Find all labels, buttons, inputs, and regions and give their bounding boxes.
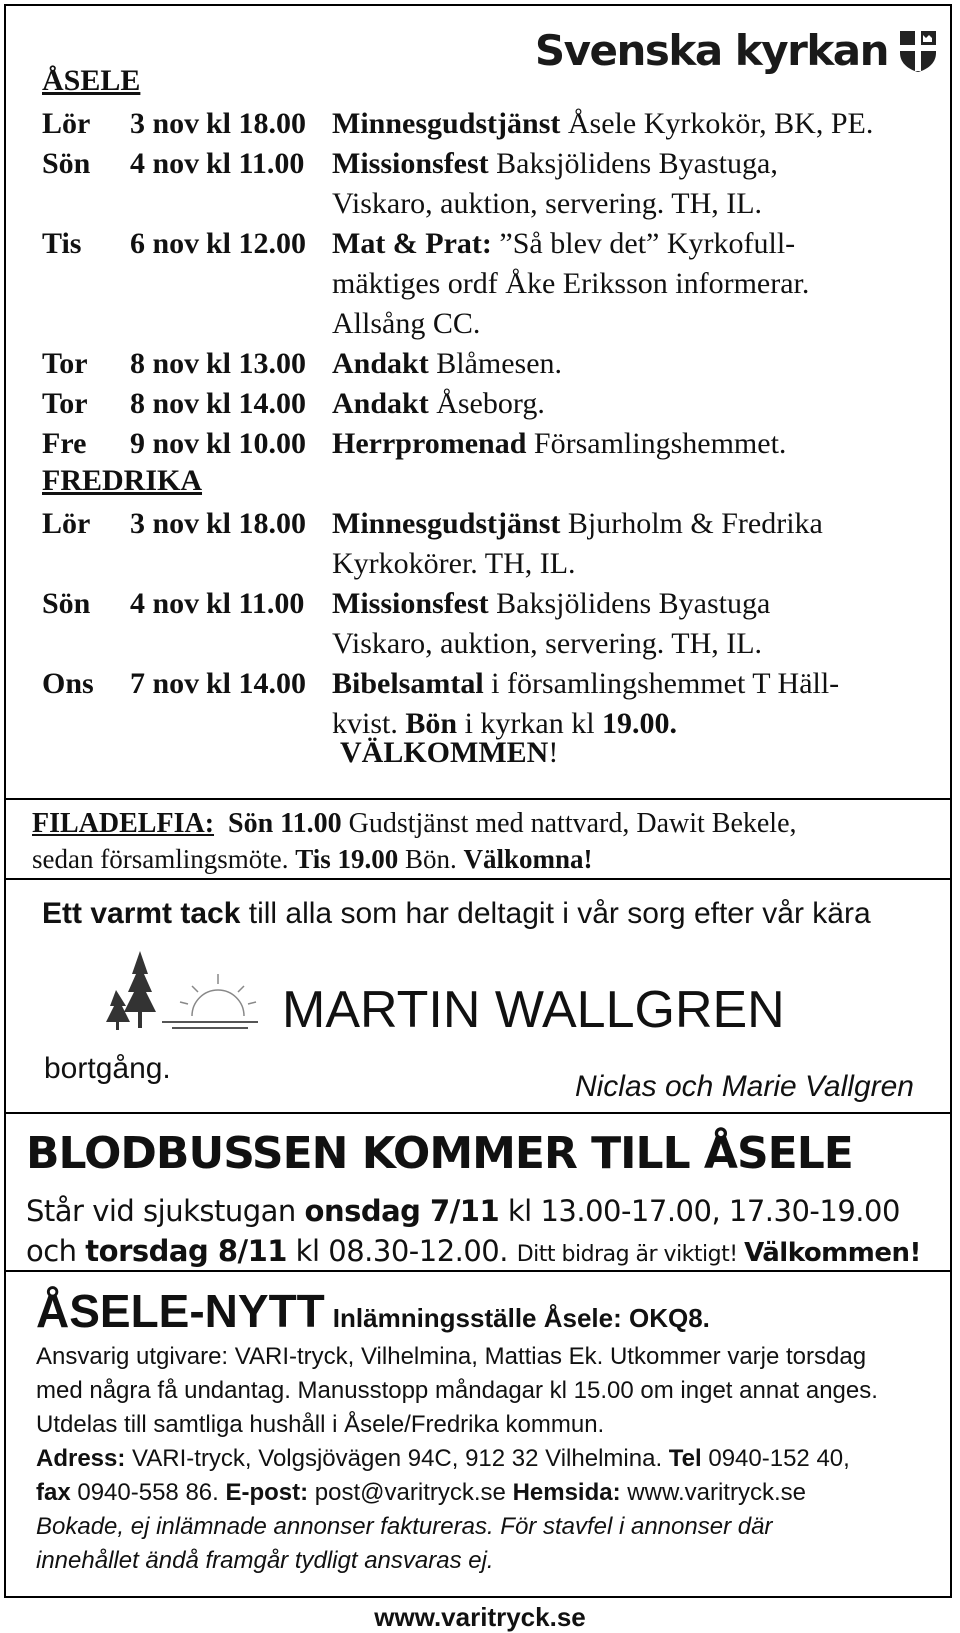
note-line: innehållet ändå framgår tydligt ansvaras ej. (36, 1547, 494, 1574)
event-details: Åsele Kyrkokör, BK, PE. (560, 107, 874, 140)
note-line: Bokade, ej inlämnade annonser faktureras. För stavfel i annonser där (36, 1513, 773, 1540)
event-day: Lör (42, 507, 91, 540)
event-date: 3 nov (130, 507, 200, 540)
event-day: Ons (42, 667, 94, 700)
footer-url[interactable]: www.varitryck.se (374, 1602, 586, 1632)
event-date: 8 nov (130, 387, 200, 420)
hemsida-value[interactable]: www.varitryck.se (620, 1479, 806, 1506)
logo-text: Svenska kyrkan (534, 26, 888, 75)
event-title: Mat & Prat: (332, 227, 492, 260)
epost-label: E-post: (225, 1479, 309, 1506)
filadelfia-bon: Bön. (398, 844, 464, 874)
filadelfia-text-1: Gudstjänst med nattvard, Dawit Bekele, (341, 808, 797, 839)
event-title: Bibelsamtal (332, 667, 484, 700)
event-details: Baksjölidens Byastuga Viskaro, auktion, servering. TH, IL. (332, 587, 771, 660)
event-time: kl 18.00 (206, 507, 307, 540)
event-day: Tor (42, 347, 88, 380)
filadelfia-valkomna: Välkomna! (463, 844, 593, 874)
prayer-details: i kyrkan kl (457, 707, 603, 740)
event-date: 8 nov (130, 347, 200, 380)
tel-label: Tel (668, 1445, 702, 1472)
filadelfia-line-1 (32, 808, 797, 840)
info-line: med några få undantag. Manusstopp måndagar kl 15.00 om inget annat anges. (36, 1377, 878, 1404)
event-title: Andakt (332, 387, 429, 420)
event-time: kl 18.00 (206, 107, 307, 140)
hemsida-label: Hemsida: (512, 1479, 621, 1506)
event-day: Lör (42, 107, 91, 140)
fax-label: fax (36, 1479, 71, 1506)
asele-nytt-title: ÅSELE-NYTT (36, 1285, 325, 1337)
event-date: 6 nov (130, 227, 200, 260)
event-time: kl 14.00 (206, 667, 307, 700)
filadelfia-tis: Tis 19.00 (295, 844, 399, 874)
event-details: Blåmesen. (428, 347, 563, 380)
filadelfia-section (4, 798, 952, 880)
info-line: Utdelas till samtliga hushåll i Åsele/Fredrika kommun. (36, 1411, 605, 1438)
event-details: i församlingshemmet T Häll-kvist. (332, 667, 840, 740)
event-title: Minnesgudstjänst (332, 107, 561, 140)
event-details: Åseborg. (428, 387, 545, 420)
l1-text: Står vid sjukstugan (26, 1194, 305, 1228)
epost-value[interactable]: post@varitryck.se (308, 1479, 513, 1506)
l1-time: kl 13.00-17.00, 17.30-19.00 (499, 1194, 900, 1228)
event-time: kl 14.00 (206, 387, 307, 420)
tel-value: 0940-152 40, (701, 1445, 850, 1472)
l2-text: och (26, 1234, 86, 1268)
fredrika-heading: FREDRIKA (42, 464, 203, 497)
filadelfia-line-2 (32, 844, 593, 875)
blodbussen-line-1 (26, 1194, 900, 1228)
asele-nytt-header (36, 1284, 710, 1338)
prayer-label: Bön (397, 707, 458, 740)
svenska-kyrkan-logo (535, 26, 938, 75)
signature: Niclas och Marie Vallgren (574, 1070, 914, 1103)
l2-note: Ditt bidrag är viktigt! (516, 1242, 745, 1267)
event-time: kl 12.00 (206, 227, 307, 260)
trees-sunset-icon (102, 946, 262, 1036)
l1-day: onsdag 7/11 (304, 1194, 500, 1228)
l2-day: torsdag 8/11 (85, 1234, 287, 1268)
welcome-mark: ! (548, 736, 559, 769)
event-details: Baksjölidens Byastuga, Viskaro, auktion, servering. TH, IL. (332, 147, 778, 220)
filadelfia-day: Sön 11.00 (228, 808, 342, 839)
thanks-notice (4, 878, 952, 1114)
event-details: Bjurholm & Fredrika Kyrkokörer. TH, IL. (332, 507, 823, 580)
thanks-bold: Ett varmt tack (42, 897, 241, 930)
welcome-word: VÄLKOMMEN (340, 736, 549, 769)
prayer-time: 19.00. (602, 707, 678, 740)
bortgang-text: bortgång. (44, 1052, 171, 1085)
event-date: 3 nov (130, 107, 200, 140)
event-time: kl 10.00 (206, 427, 307, 460)
l2-welcome: Välkommen! (744, 1238, 921, 1268)
event-date: 4 nov (130, 147, 200, 180)
event-day: Tis (42, 227, 82, 260)
event-title: Missionsfest (332, 147, 489, 180)
event-time: kl 13.00 (206, 347, 307, 380)
thanks-text (42, 894, 922, 934)
event-date: 7 nov (130, 667, 200, 700)
event-day: Sön (42, 587, 91, 620)
info-line: Ansvarig utgivare: VARI-tryck, Vilhelmina, Mattias Ek. Utkommer varje torsdag (36, 1343, 867, 1370)
event-date: 4 nov (130, 587, 200, 620)
event-day: Fre (42, 427, 87, 460)
event-day: Tor (42, 387, 88, 420)
blodbussen-ad (4, 1112, 952, 1272)
event-details: ”Så blev det” Kyrkofull-mäktiges ordf Åke Eriksson informerar. Allsång CC. (332, 227, 810, 340)
asele-heading: ÅSELE (42, 64, 141, 97)
asele-nytt-subtitle: Inlämningsställe Åsele: OKQ8. (332, 1303, 710, 1333)
asele-nytt-info (4, 1270, 952, 1598)
filadelfia-text-2: sedan församlingsmöte. (32, 844, 296, 874)
event-details: Församlingshemmet. (526, 427, 787, 460)
event-title: Herrpromenad (332, 427, 527, 460)
asele-nytt-text (36, 1340, 936, 1578)
event-title: Andakt (332, 347, 429, 380)
adress-label: Adress: (36, 1445, 126, 1472)
welcome-text (340, 736, 558, 770)
fax-value: 0940-558 86. (70, 1479, 226, 1506)
address-line (36, 1442, 936, 1476)
event-title: Missionsfest (332, 587, 489, 620)
church-shield-icon (898, 29, 938, 73)
deceased-name: MARTIN WALLGREN (282, 981, 785, 1039)
l2-time: kl 08.30-12.00. (286, 1234, 517, 1268)
blodbussen-heading: BLODBUSSEN KOMMER TILL ÅSELE (26, 1128, 853, 1179)
church-section (4, 4, 952, 800)
adress-value: VARI-tryck, Volgsjövägen 94C, 912 32 Vilhelmina. (125, 1445, 669, 1472)
thanks-rest: till alla som har deltagit i vår sorg efter vår kära (240, 897, 871, 930)
event-time: kl 11.00 (206, 147, 305, 180)
filadelfia-title: FILADELFIA: (32, 808, 215, 839)
event-title: Minnesgudstjänst (332, 507, 561, 540)
blodbussen-line-2 (26, 1234, 921, 1268)
contact-line (36, 1476, 936, 1510)
event-date: 9 nov (130, 427, 200, 460)
event-time: kl 11.00 (206, 587, 305, 620)
event-day: Sön (42, 147, 91, 180)
